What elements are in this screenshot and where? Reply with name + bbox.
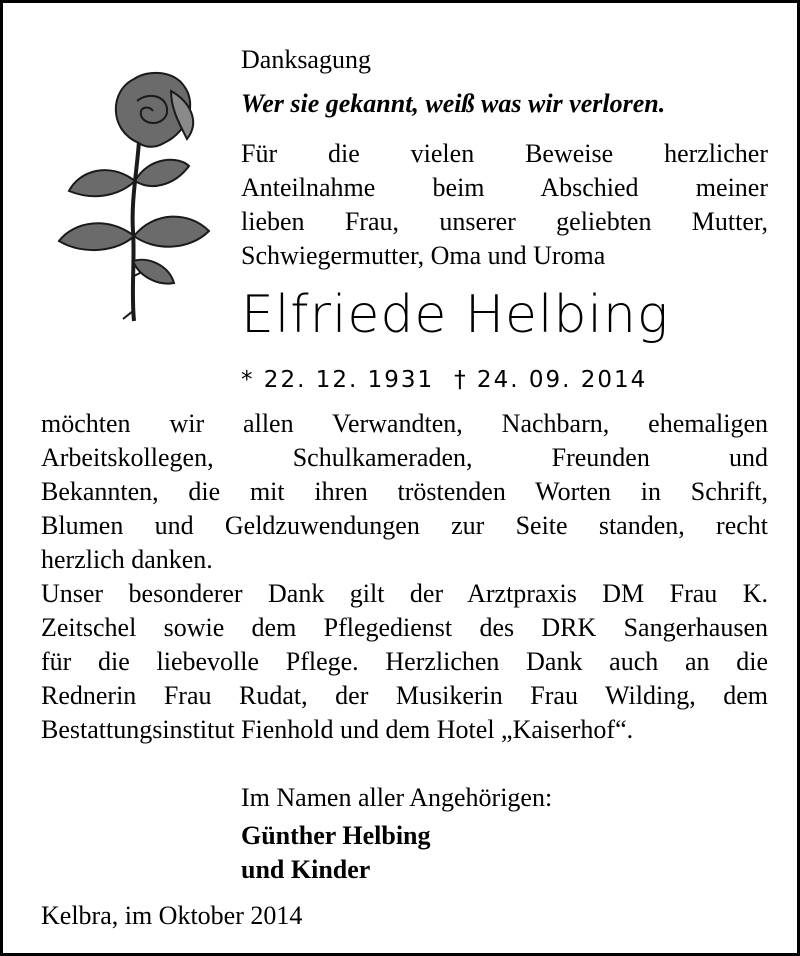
body-line: herzlich danken.: [41, 545, 213, 574]
body-line: möchten wir allen Verwandten, Nachbarn, ehemaligen: [41, 409, 768, 438]
birth-date: * 22. 12. 1931: [241, 367, 435, 393]
place-date: Kelbra, im Oktober 2014: [41, 901, 303, 930]
body-line: für die liebevolle Pflege. Herzlichen Dank auch an die: [41, 647, 768, 676]
heading: Danksagung: [241, 45, 371, 74]
body-line: Unser besonderer Dank gilt der Arztpraxis DM Frau K.: [41, 579, 768, 608]
life-dates: [241, 365, 647, 395]
intro-line: Schwiegermutter, Oma und Uroma: [241, 241, 606, 270]
body-line: Bestattungsinstitut Fienhold und dem Hotel „Kaiserhof“.: [41, 715, 634, 744]
intro-line: Für die vielen Beweise herzlicher: [241, 139, 768, 168]
rose-icon: [39, 61, 219, 333]
body-line: Rednerin Frau Rudat, der Musikerin Frau Wilding, dem: [41, 681, 768, 710]
intro-line: lieben Frau, unserer geliebten Mutter,: [241, 207, 768, 236]
signature-preface: Im Namen aller Angehörigen:: [241, 783, 553, 812]
body-line: Arbeitskollegen, Schulkameraden, Freunden und: [41, 443, 768, 472]
intro-line: Anteilnahme beim Abschied meiner: [241, 173, 768, 202]
body-line: Blumen und Geldzuwendungen zur Seite standen, recht: [41, 511, 768, 540]
deceased-name: Elfriede Helbing: [241, 285, 670, 345]
signature-family: und Kinder: [241, 855, 371, 884]
motto: Wer sie gekannt, weiß was wir verloren.: [241, 89, 666, 118]
signature-name: Günther Helbing: [241, 821, 431, 850]
body-line: Zeitschel sowie dem Pflegedienst des DRK Sangerhausen: [41, 613, 768, 642]
body-line: Bekannten, die mit ihren tröstenden Worten in Schrift,: [41, 477, 768, 506]
death-date: † 24. 09. 2014: [454, 367, 648, 393]
